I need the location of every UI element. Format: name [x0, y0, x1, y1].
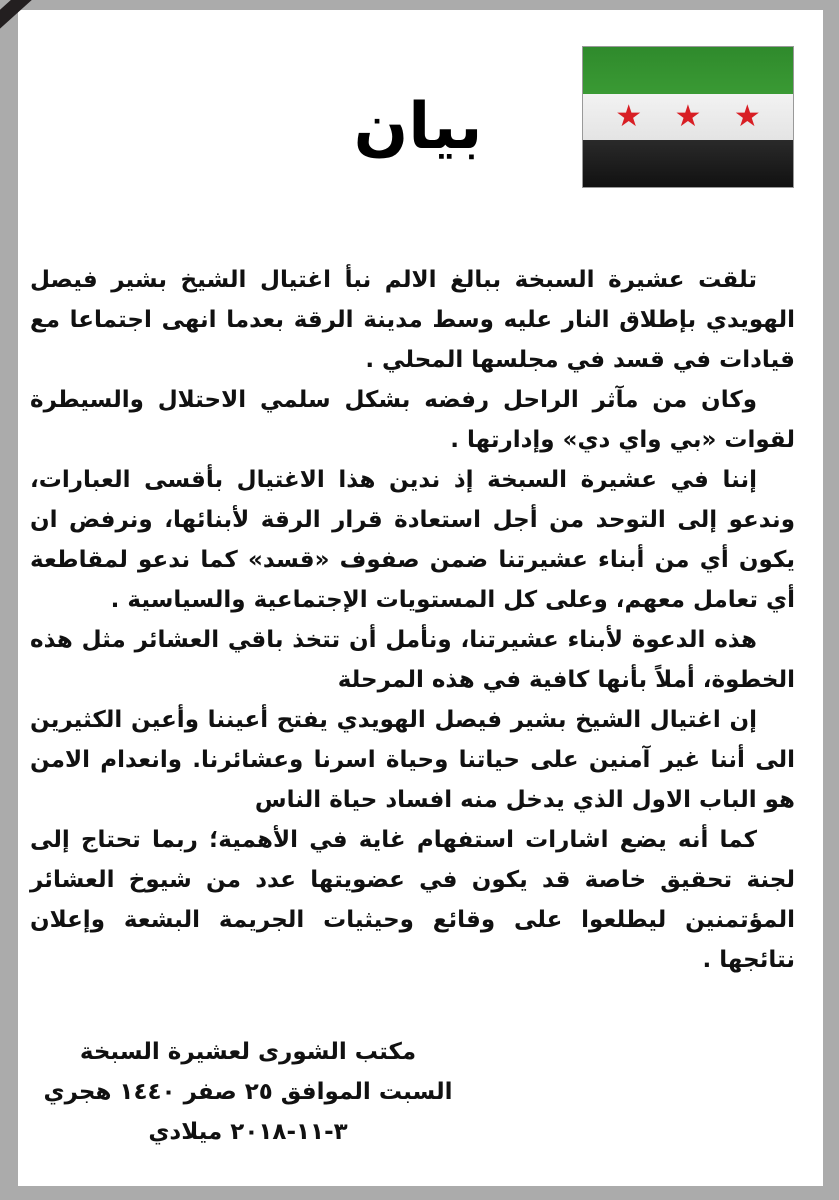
star-icon: ★ [733, 98, 761, 134]
statement-body [30, 260, 795, 980]
flag-black-band [583, 140, 793, 187]
paragraph: تلقت عشيرة السبخة ببالغ الالم نبأ اغتيال الشيخ بشير فيصل الهويدي بإطلاق النار عليه وسط مدينة الرقة بعدما انهى اجتماعا مع قيادات في قسد في مجلسها المحلي . [30, 267, 795, 373]
statement-page [18, 10, 823, 1186]
paragraph: إننا في عشيرة السبخة إذ ندين هذا الاغتيال بأقسى العبارات، وندعو إلى التوحد من أجل استعادة قرار الرقة لأبنائها، ونرفض ان يكون أي من أبناء عشيرتنا ضمن صفوف «قسد» كما ندعو لمقاطعة أي تعامل معهم، وعلى كل المستويات الإجتماعية والسياسية . [30, 467, 795, 613]
flag-green-band [583, 47, 793, 94]
paragraph: إن اغتيال الشيخ بشير فيصل الهويدي يفتح أعيننا وأعين الكثيرين الى أننا غير آمنين على حياتنا وحياة اسرنا وعشائرنا. وانعدام الامن هو الباب الاول الذي يدخل منه افساد حياة الناس [30, 707, 795, 813]
syrian-flag-icon [582, 46, 794, 188]
signature-block [38, 1032, 458, 1152]
mourning-ribbon-icon [0, 0, 156, 62]
statement-title: بيان [353, 90, 483, 164]
paragraph: وكان من مآثر الراحل رفضه بشكل سلمي الاحتلال والسيطرة لقوات «بي واي دي» وإدارتها . [30, 387, 795, 453]
signature-gregorian-date: ٣-١١-٢٠١٨ ميلادي [148, 1119, 348, 1145]
paragraph: هذه الدعوة لأبناء عشيرتنا، ونأمل أن تتخذ باقي العشائر مثل هذه الخطوة، أملاً بأنها كافية في هذه المرحلة [30, 627, 795, 693]
flag-white-band [583, 94, 793, 141]
star-icon: ★ [674, 98, 702, 134]
paragraph: كما أنه يضع اشارات استفهام غاية في الأهمية؛ ربما تحتاج إلى لجنة تحقيق خاصة قد يكون في عضويتها عدد من شيوخ العشائر المؤتمنين ليطلعوا على وقائع وحيثيات الجريمة البشعة وإعلان نتائجها . [30, 827, 795, 973]
signature-hijri-date: السبت الموافق ٢٥ صفر ١٤٤٠ هجري [43, 1079, 453, 1105]
star-icon: ★ [615, 98, 643, 134]
signature-office: مكتب الشورى لعشيرة السبخة [79, 1039, 417, 1065]
